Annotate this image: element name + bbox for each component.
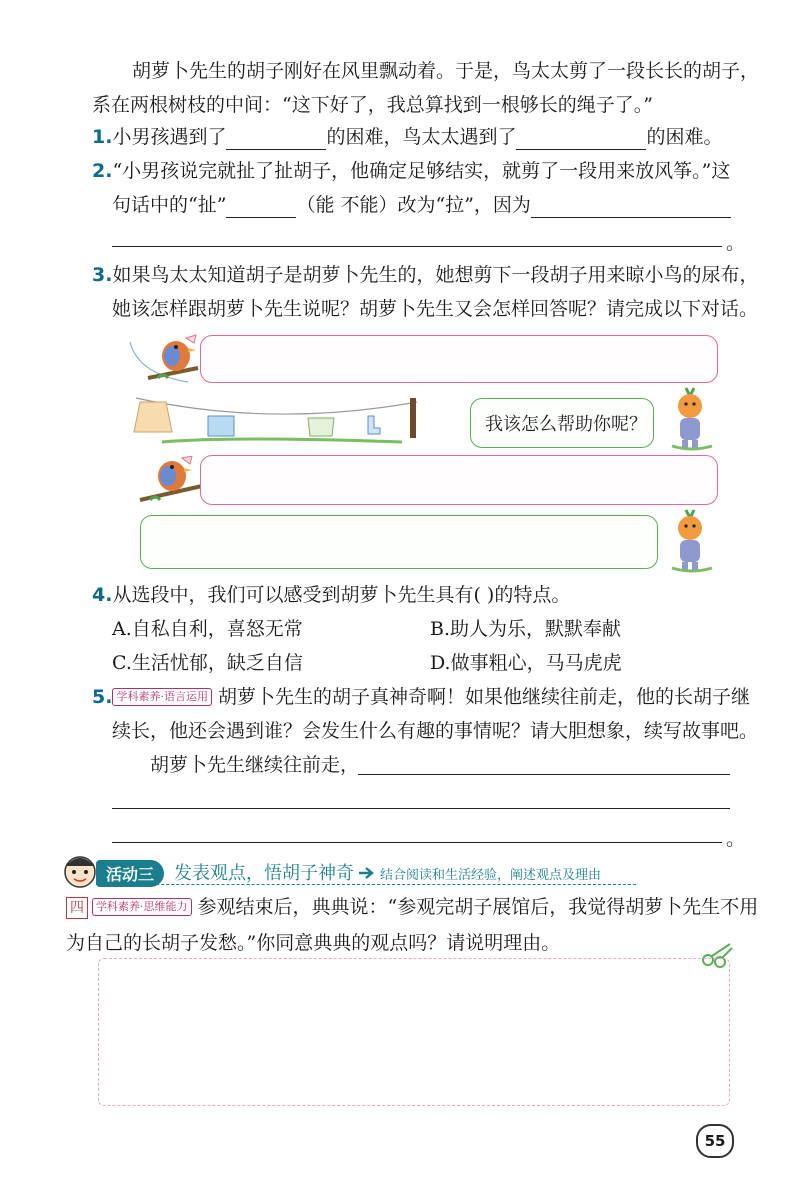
answer-line[interactable] <box>358 774 730 775</box>
question-5-starter: 胡萝卜先生继续往前走， <box>150 754 360 776</box>
passage-line-2: 系在两根树枝的中间：“这下好了，我总算找到一根够长的绳子了。” <box>92 94 653 116</box>
carrot-character-icon <box>662 386 716 452</box>
carrot-speech-bubble-1 <box>470 398 654 448</box>
skill-tag: 学科素养·思维能力 <box>92 898 192 916</box>
question-four-line-1: 学科素养·思维能力 参观结束后，典典说：“参观完胡子展馆后，我觉得胡萝卜先生不用 <box>92 894 758 920</box>
question-5-line-2: 续长，他还会遇到谁？会发生什么有趣的事情呢？请大胆想象，续写故事吧。 <box>112 720 759 742</box>
question-number: 3. <box>92 264 113 286</box>
answer-blank[interactable] <box>226 195 296 218</box>
question-2-line-2: 句话中的“扯” （能 不能）改为“拉”，因为 <box>112 192 731 218</box>
bird-speech-bubble-1[interactable] <box>200 335 718 383</box>
skill-tag: 学科素养·语言运用 <box>112 688 212 706</box>
answer-line[interactable] <box>112 842 722 843</box>
section-number: 四 <box>66 897 88 919</box>
question-1: 1.小男孩遇到了 的困难，鸟太太遇到了 的困难。 <box>92 126 723 148</box>
carrot-bubble-text: 我该怎么帮助你呢？ <box>485 414 647 435</box>
question-2-line-1: 2.“小男孩说完就扯了扯胡子，他确定足够结实，就剪了一段用来放风筝。”这 <box>92 160 731 182</box>
answer-box[interactable] <box>98 958 730 1106</box>
laundry-line-icon <box>132 388 432 448</box>
answer-line[interactable] <box>112 808 730 809</box>
activity-label: 活动三 <box>96 860 164 887</box>
question-3-line-2: 她该怎样跟胡萝卜先生说呢？胡萝卜先生又会怎样回答呢？请完成以下对话。 <box>112 298 759 320</box>
mascot-icon <box>60 852 100 890</box>
question-number: 5. <box>92 686 113 708</box>
question-four-line-2: 为自己的长胡子发愁。”你同意典典的观点吗？请说明理由。 <box>66 932 561 954</box>
passage-line-1: 胡萝卜先生的胡子刚好在风里飘动着。于是，鸟太太剪了一段长长的胡子， <box>132 60 760 82</box>
activity-title: 发表观点，悟胡子神奇 <box>174 863 354 884</box>
carrot-speech-bubble-2[interactable] <box>140 515 658 569</box>
question-5-line-1: 5. 学科素养·语言运用 胡萝卜先生的胡子真神奇啊！如果他继续往前走，他的长胡子继 <box>92 686 751 708</box>
question-number: 2. <box>92 160 113 182</box>
answer-blank[interactable] <box>226 127 326 150</box>
option-d[interactable]: D.做事粗心，马马虎虎 <box>430 652 622 674</box>
divider <box>96 884 636 885</box>
carrot-character-icon <box>662 508 716 574</box>
option-a[interactable]: A.自私自利，喜怒无常 <box>112 618 303 640</box>
question-number: 1. <box>92 126 113 148</box>
bird-on-branch-icon <box>128 334 208 390</box>
answer-blank[interactable] <box>531 195 731 218</box>
arrow-right-icon <box>358 866 376 880</box>
bird-on-branch-icon <box>136 456 208 508</box>
page-number: 55 <box>696 1124 734 1158</box>
question-number: 4. <box>92 584 113 606</box>
activity-subtitle: 结合阅读和生活经验，阐述观点及理由 <box>380 868 602 883</box>
bird-speech-bubble-2[interactable] <box>200 455 718 505</box>
answer-line[interactable] <box>112 246 722 247</box>
option-c[interactable]: C.生活忧郁，缺乏自信 <box>112 652 303 674</box>
question-3-line-1: 3.如果鸟太太知道胡子是胡萝卜先生的，她想剪下一段胡子用来晾小鸟的尿布， <box>92 264 759 286</box>
option-b[interactable]: B.助人为乐，默默奉献 <box>430 618 622 640</box>
answer-blank[interactable] <box>516 127 646 150</box>
question-4: 4.从选段中，我们可以感受到胡萝卜先生具有( )的特点。 <box>92 584 571 606</box>
